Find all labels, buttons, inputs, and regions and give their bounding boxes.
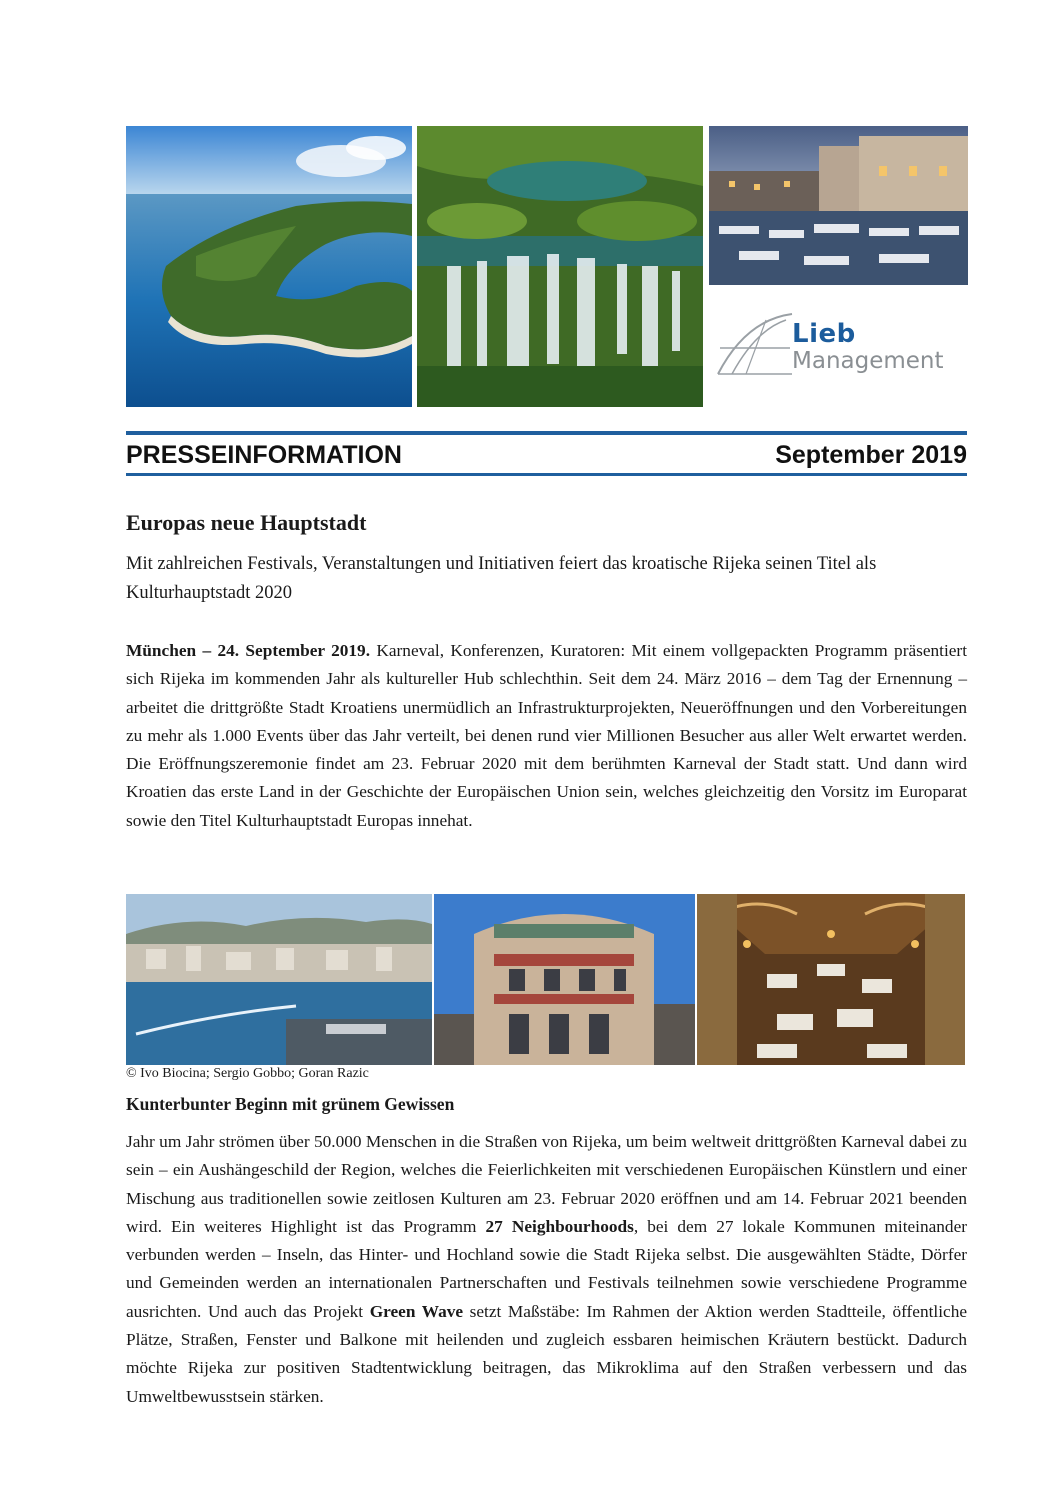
logo-text-lieb: Lieb [792, 319, 856, 349]
body-bold-neighbourhoods: 27 Neighbourhoods [485, 1216, 634, 1236]
photo-rijeka-aerial [126, 894, 432, 1065]
body-paragraph [126, 1128, 967, 1411]
photo-credit: © Ivo Biocina; Sergio Gobbo; Goran Razic [126, 1066, 369, 1081]
press-info-label: PRESSEINFORMATION [126, 441, 402, 469]
article-subtitle: Mit zahlreichen Festivals, Veranstaltungen und Initiativen feiert das kroatische Rijeka seinen Titel als Kulturhauptstadt 2020 [126, 554, 877, 603]
lieb-management-logo [716, 310, 968, 380]
header-rule-bottom [126, 473, 967, 476]
photo-waterfalls [417, 126, 703, 407]
intro-text: Karneval, Konferenzen, Kuratoren: Mit einem vollgepackten Programm präsentiert sich Rijeka im kommenden Jahr als kultureller Hub schlechthin. Seit dem 24. März 2016 – dem Tag der Ernennung – arbeitet die drittgrößte Stadt Kroatiens unermüdlich an Infrastrukturprojekten, Neueröffnungen und den Vorbereitungen zu mehr als 1.000 Events über das Jahr verteilt, bei denen rund vier Millionen Besucher aus aller Welt erwartet werden. Die Eröffnungszeremonie findet am 23. Februar 2020 mit dem berühmten Karneval der Stadt statt. Und dann wird Kroatien das erste Land in der Geschichte der Europäischen Union sein, welches gleichzeitig den Vorsitz im Europarat sowie den Titel Kulturhauptstadt Europas innehat. [126, 641, 967, 830]
photo-market-hall [697, 894, 965, 1065]
intro-dateline: München – 24. September 2019. [126, 641, 371, 660]
body-text-2: , bei dem 27 lokale Kommunen miteinander verbunden werden – Inseln, das Hinter- und Hochland sowie die Stadt Rijeka selbst. Die ausgewählten Städte, Dörfer und Gemeinden werden an internationalen Partnerschaften und Festivals teilnehmen sowie verschiedene Programme ausrichten. Und auch das Projekt [126, 1216, 967, 1321]
photo-peninsula [126, 126, 412, 407]
body-bold-green-wave: Green Wave [369, 1301, 464, 1321]
article-title: Europas neue Hauptstadt [126, 510, 367, 535]
press-info-date: September 2019 [775, 441, 967, 469]
photo-harbour-town [709, 126, 968, 285]
logo-text-management: Management [792, 348, 944, 374]
photo-historic-building [434, 894, 695, 1065]
section-heading: Kunterbunter Beginn mit grünem Gewissen [126, 1094, 455, 1114]
body-text-1: Jahr um Jahr strömen über 50.000 Menschen in die Straßen von Rijeka, um beim weltweit drittgrößten Karneval dabei zu sein – ein Aushängeschild der Region, welches die Feierlichkeiten mit verschiedenen Europäischen Künstlern und einer Mischung aus traditionellen sowie zeitlosen Kulturen am 23. Februar 2020 eröffnen und am 14. Februar 2021 beenden wird. Ein weiteres Highlight ist das Programm [126, 1132, 967, 1236]
logo-arc-icon [716, 310, 796, 380]
intro-paragraph [126, 637, 967, 835]
header-rule-top [126, 431, 967, 435]
body-text-3: setzt Maßstäbe: Im Rahmen der Aktion werden Stadtteile, öffentliche Plätze, Straßen, Fenster und Balkone mit heilenden und zugleich essbaren heimischen Kräutern bestückt. Dadurch möchte Rijeka zur positiven Stadtentwicklung beitragen, das Mikroklima auf den Straßen verbessern und das Umweltbewusstsein stärken. [126, 1301, 967, 1406]
